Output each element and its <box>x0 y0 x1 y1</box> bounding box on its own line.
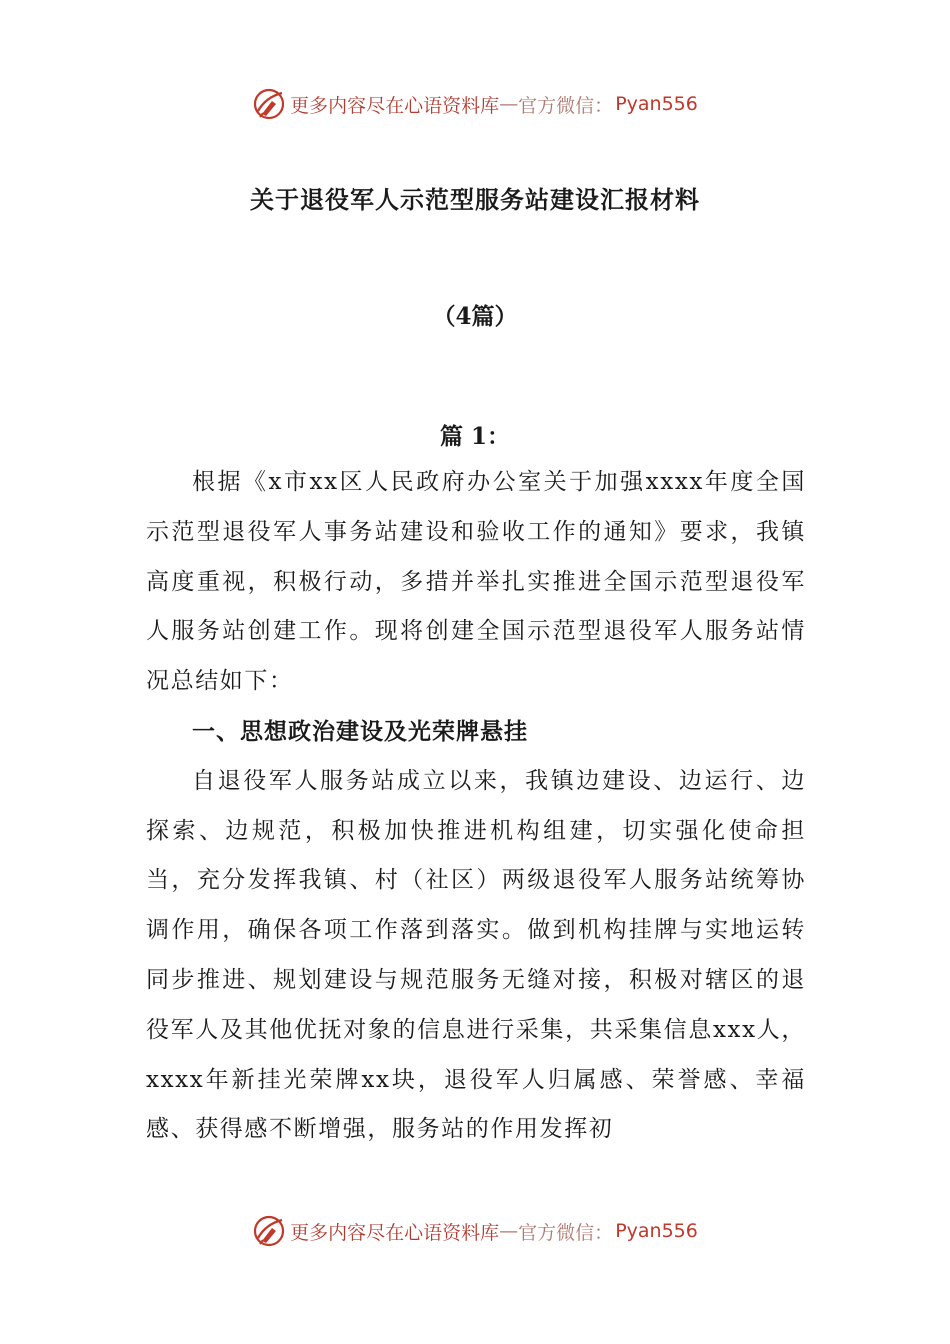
watermark-dash: — <box>499 1220 519 1242</box>
heading-political-building: 一、思想政治建设及光荣牌悬挂 <box>192 717 528 745</box>
watermark-dash: — <box>499 93 519 115</box>
paragraph-body: 自退役军人服务站成立以来，我镇边建设、边运行、边探索、边规范，积极加快推进机构组建，切实强化使命担当，充分发挥我镇、村（社区）两级退役军人服务站统筹协调作用，确保各项工作落到落实。做到机构挂牌与实地运转同步推进、规划建设与规范服务无缝对接，积极对辖区的退役军人及其他优抚对象的信息进行采集，共采集信息xxx人，xxxx年新挂光荣牌xx块，退役军人归属感、荣誉感、幸福感、获得感不断增强，服务站的作用发挥初 <box>146 767 806 1143</box>
section-title: 篇 1： <box>439 423 510 450</box>
document-subtitle: （4篇） <box>432 303 518 330</box>
paragraph-intro: 根据《x市xx区人民政府办公室关于加强xxxx年度全国示范型退役军人事务站建设和验收工作的通知》要求，我镇高度重视，积极行动，多措并举扎实推进全国示范型退役军人服务站创建工作。现将创建全国示范型退役军人服务站情况总结如下： <box>146 469 806 695</box>
watermark-wechat-id: Pyan556 <box>615 93 698 115</box>
footer-watermark <box>0 1211 950 1251</box>
watermark-wechat-id: Pyan556 <box>615 1220 698 1242</box>
pen-logo-icon <box>252 87 286 121</box>
pen-logo-icon <box>252 1214 286 1248</box>
watermark-main-text: 更多内容尽在心语资料库 <box>290 1221 500 1244</box>
watermark-sub-text: 官方微信： <box>518 1221 614 1244</box>
watermark-main-text: 更多内容尽在心语资料库 <box>290 94 500 117</box>
watermark-sub-text: 官方微信： <box>518 94 614 117</box>
document-title: 关于退役军人示范型服务站建设汇报材料 <box>250 185 700 214</box>
document-body <box>146 458 806 1155</box>
header-watermark <box>0 84 950 124</box>
